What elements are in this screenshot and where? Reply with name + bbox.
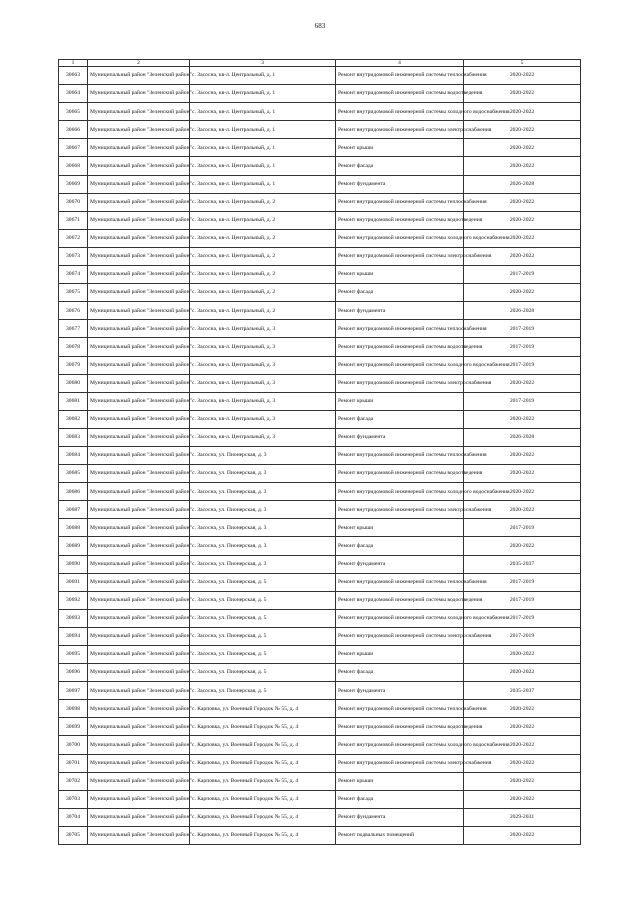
work-type-cell: Ремонт внутридомовой инженерной системы теплоснабжения: [336, 573, 464, 591]
row-id-cell: 30679: [59, 356, 88, 374]
address-cell: с. Засосна, ул. Пионерская, д. 3: [190, 483, 336, 501]
address-cell: с. Засосна, кв-л. Центральный, д. 1: [190, 85, 336, 103]
row-id-cell: 30681: [59, 392, 88, 410]
table-row: [59, 573, 581, 591]
row-id-cell: 30664: [59, 85, 88, 103]
table-row: [59, 410, 581, 428]
period-cell: 2029-2031: [464, 808, 581, 826]
address-cell: с. Карповка, ул. Военный Городок № 55, д. 4: [190, 790, 336, 808]
district-cell: Муниципальный район "Зеленский район": [88, 736, 190, 754]
table-row: [59, 483, 581, 501]
row-id-cell: 30701: [59, 754, 88, 772]
row-id-cell: 30694: [59, 627, 88, 645]
period-cell: 2017-2019: [464, 573, 581, 591]
table-row: [59, 718, 581, 736]
district-cell: Муниципальный район "Зеленский район": [88, 284, 190, 302]
row-id-cell: 30673: [59, 247, 88, 265]
table-row: [59, 85, 581, 103]
work-type-cell: Ремонт внутридомовой инженерной системы холодного водоснабжения: [336, 356, 464, 374]
work-type-cell: Ремонт внутридомовой инженерной системы электроснабжения: [336, 247, 464, 265]
period-cell: 2020-2022: [464, 646, 581, 664]
period-cell: 2035-2037: [464, 682, 581, 700]
table-row: [59, 374, 581, 392]
district-cell: Муниципальный район "Зеленский район": [88, 627, 190, 645]
work-type-cell: Ремонт внутридомовой инженерной системы водоотведения: [336, 338, 464, 356]
work-type-cell: Ремонт фундамента: [336, 175, 464, 193]
row-id-cell: 30678: [59, 338, 88, 356]
address-cell: с. Засосна, ул. Пионерская, д. 3: [190, 519, 336, 537]
period-cell: 2020-2022: [464, 501, 581, 519]
district-cell: Муниципальный район "Зеленский район": [88, 826, 190, 844]
period-cell: 2020-2022: [464, 410, 581, 428]
district-cell: Муниципальный район "Зеленский район": [88, 609, 190, 627]
work-type-cell: Ремонт крыши: [336, 646, 464, 664]
work-type-cell: Ремонт крыши: [336, 392, 464, 410]
period-cell: 2017-2019: [464, 320, 581, 338]
table-row: [59, 428, 581, 446]
work-type-cell: Ремонт крыши: [336, 519, 464, 537]
period-cell: 2020-2022: [464, 121, 581, 139]
work-type-cell: Ремонт внутридомовой инженерной системы электроснабжения: [336, 501, 464, 519]
table-row: [59, 338, 581, 356]
row-id-cell: 30668: [59, 157, 88, 175]
work-type-cell: Ремонт фундамента: [336, 302, 464, 320]
table-row: [59, 284, 581, 302]
address-cell: с. Засосна, кв-л. Центральный, д. 3: [190, 374, 336, 392]
row-id-cell: 30685: [59, 465, 88, 483]
district-cell: Муниципальный район "Зеленский район": [88, 519, 190, 537]
period-cell: 2020-2022: [464, 483, 581, 501]
address-cell: с. Карповка, ул. Военный Городок № 55, д. 4: [190, 826, 336, 844]
district-cell: Муниципальный район "Зеленский район": [88, 664, 190, 682]
work-type-cell: Ремонт внутридомовой инженерной системы водоотведения: [336, 591, 464, 609]
district-cell: Муниципальный район "Зеленский район": [88, 266, 190, 284]
district-cell: Муниципальный район "Зеленский район": [88, 591, 190, 609]
period-cell: 2020-2022: [464, 157, 581, 175]
table-row: [59, 121, 581, 139]
column-header: 4: [336, 60, 464, 67]
table-row: [59, 664, 581, 682]
district-cell: Муниципальный район "Зеленский район": [88, 193, 190, 211]
district-cell: Муниципальный район "Зеленский район": [88, 374, 190, 392]
period-cell: 2020-2022: [464, 736, 581, 754]
address-cell: с. Засосна, ул. Пионерская, д. 3: [190, 537, 336, 555]
district-cell: Муниципальный район "Зеленский район": [88, 392, 190, 410]
table-row: [59, 826, 581, 844]
column-header: 2: [88, 60, 190, 67]
row-id-cell: 30697: [59, 682, 88, 700]
work-type-cell: Ремонт внутридомовой инженерной системы электроснабжения: [336, 754, 464, 772]
table-row: [59, 266, 581, 284]
work-type-cell: Ремонт внутридомовой инженерной системы водоотведения: [336, 85, 464, 103]
address-cell: с. Засосна, кв-л. Центральный, д. 1: [190, 175, 336, 193]
period-cell: 2020-2022: [464, 103, 581, 121]
district-cell: Муниципальный район "Зеленский район": [88, 483, 190, 501]
table-row: [59, 736, 581, 754]
period-cell: 2026-2028: [464, 428, 581, 446]
address-cell: с. Засосна, ул. Пионерская, д. 5: [190, 664, 336, 682]
period-cell: 2020-2022: [464, 537, 581, 555]
column-header: 1: [59, 60, 88, 67]
work-type-cell: Ремонт крыши: [336, 139, 464, 157]
row-id-cell: 30699: [59, 718, 88, 736]
address-cell: с. Карповка, ул. Военный Городок № 55, д. 4: [190, 808, 336, 826]
address-cell: с. Засосна, кв-л. Центральный, д. 3: [190, 392, 336, 410]
work-type-cell: Ремонт внутридомовой инженерной системы электроснабжения: [336, 374, 464, 392]
period-cell: 2020-2022: [464, 211, 581, 229]
district-cell: Муниципальный район "Зеленский район": [88, 808, 190, 826]
table-row: [59, 700, 581, 718]
period-cell: 2020-2022: [464, 718, 581, 736]
table-body: [59, 67, 581, 845]
row-id-cell: 30688: [59, 519, 88, 537]
district-cell: Муниципальный район "Зеленский район": [88, 573, 190, 591]
address-cell: с. Засосна, кв-л. Центральный, д. 3: [190, 338, 336, 356]
work-type-cell: Ремонт фундамента: [336, 555, 464, 573]
period-cell: 2020-2022: [464, 139, 581, 157]
district-cell: Муниципальный район "Зеленский район": [88, 428, 190, 446]
table-row: [59, 790, 581, 808]
row-id-cell: 30695: [59, 646, 88, 664]
address-cell: с. Засосна, кв-л. Центральный, д. 1: [190, 121, 336, 139]
address-cell: с. Засосна, кв-л. Центральный, д. 3: [190, 410, 336, 428]
work-type-cell: Ремонт внутридомовой инженерной системы теплоснабжения: [336, 193, 464, 211]
column-header: 5: [464, 60, 581, 67]
period-cell: 2017-2019: [464, 338, 581, 356]
table-row: [59, 627, 581, 645]
address-cell: с. Засосна, кв-л. Центральный, д. 2: [190, 302, 336, 320]
period-cell: 2017-2019: [464, 627, 581, 645]
table-row: [59, 501, 581, 519]
address-cell: с. Засосна, ул. Пионерская, д. 5: [190, 646, 336, 664]
period-cell: 2020-2022: [464, 465, 581, 483]
table-row: [59, 157, 581, 175]
row-id-cell: 30675: [59, 284, 88, 302]
row-id-cell: 30693: [59, 609, 88, 627]
row-id-cell: 30696: [59, 664, 88, 682]
row-id-cell: 30686: [59, 483, 88, 501]
period-cell: 2020-2022: [464, 754, 581, 772]
table-row: [59, 229, 581, 247]
address-cell: с. Засосна, кв-л. Центральный, д. 2: [190, 193, 336, 211]
district-cell: Муниципальный район "Зеленский район": [88, 537, 190, 555]
row-id-cell: 30702: [59, 772, 88, 790]
table-row: [59, 555, 581, 573]
period-cell: 2020-2022: [464, 700, 581, 718]
address-cell: с. Засосна, кв-л. Центральный, д. 1: [190, 139, 336, 157]
address-cell: с. Засосна, ул. Пионерская, д. 3: [190, 555, 336, 573]
row-id-cell: 30684: [59, 446, 88, 464]
district-cell: Муниципальный район "Зеленский район": [88, 754, 190, 772]
district-cell: Муниципальный район "Зеленский район": [88, 67, 190, 85]
period-cell: 2020-2022: [464, 826, 581, 844]
table-row: [59, 247, 581, 265]
row-id-cell: 30683: [59, 428, 88, 446]
period-cell: 2020-2022: [464, 284, 581, 302]
district-cell: Муниципальный район "Зеленский район": [88, 646, 190, 664]
address-cell: с. Засосна, кв-л. Центральный, д. 2: [190, 229, 336, 247]
table-row: [59, 175, 581, 193]
row-id-cell: 30677: [59, 320, 88, 338]
period-cell: 2017-2019: [464, 519, 581, 537]
period-cell: 2020-2022: [464, 193, 581, 211]
table-row: [59, 808, 581, 826]
period-cell: 2017-2019: [464, 609, 581, 627]
row-id-cell: 30698: [59, 700, 88, 718]
work-type-cell: Ремонт внутридомовой инженерной системы холодного водоснабжения: [336, 483, 464, 501]
district-cell: Муниципальный район "Зеленский район": [88, 410, 190, 428]
work-type-cell: Ремонт крыши: [336, 772, 464, 790]
period-cell: 2020-2022: [464, 772, 581, 790]
row-id-cell: 30690: [59, 555, 88, 573]
table-row: [59, 320, 581, 338]
period-cell: 2035-2037: [464, 555, 581, 573]
work-type-cell: Ремонт внутридомовой инженерной системы электроснабжения: [336, 627, 464, 645]
district-cell: Муниципальный район "Зеленский район": [88, 700, 190, 718]
address-cell: с. Карповка, ул. Военный Городок № 55, д. 4: [190, 772, 336, 790]
period-cell: 2020-2022: [464, 446, 581, 464]
row-id-cell: 30674: [59, 266, 88, 284]
address-cell: с. Засосна, кв-л. Центральный, д. 2: [190, 266, 336, 284]
period-cell: 2020-2022: [464, 374, 581, 392]
address-cell: с. Засосна, ул. Пионерская, д. 3: [190, 446, 336, 464]
period-cell: 2020-2022: [464, 85, 581, 103]
period-cell: 2026-2028: [464, 302, 581, 320]
address-cell: с. Засосна, кв-л. Центральный, д. 3: [190, 356, 336, 374]
work-type-cell: Ремонт внутридомовой инженерной системы холодного водоснабжения: [336, 229, 464, 247]
address-cell: с. Карповка, ул. Военный Городок № 55, д. 4: [190, 736, 336, 754]
work-type-cell: Ремонт фундамента: [336, 808, 464, 826]
address-cell: с. Карповка, ул. Военный Городок № 55, д. 4: [190, 700, 336, 718]
period-cell: 2020-2022: [464, 664, 581, 682]
address-cell: с. Засосна, ул. Пионерская, д. 3: [190, 501, 336, 519]
work-type-cell: Ремонт внутридомовой инженерной системы холодного водоснабжения: [336, 736, 464, 754]
address-cell: с. Засосна, ул. Пионерская, д. 5: [190, 682, 336, 700]
row-id-cell: 30669: [59, 175, 88, 193]
table-row: [59, 646, 581, 664]
row-id-cell: 30704: [59, 808, 88, 826]
work-type-cell: Ремонт внутридомовой инженерной системы теплоснабжения: [336, 320, 464, 338]
register-table: [58, 59, 581, 845]
period-cell: 2017-2019: [464, 392, 581, 410]
address-cell: с. Засосна, кв-л. Центральный, д. 2: [190, 247, 336, 265]
table-row: [59, 356, 581, 374]
district-cell: Муниципальный район "Зеленский район": [88, 338, 190, 356]
row-id-cell: 30680: [59, 374, 88, 392]
district-cell: Муниципальный район "Зеленский район": [88, 103, 190, 121]
table-row: [59, 609, 581, 627]
table-row: [59, 392, 581, 410]
row-id-cell: 30689: [59, 537, 88, 555]
row-id-cell: 30672: [59, 229, 88, 247]
district-cell: Муниципальный район "Зеленский район": [88, 121, 190, 139]
district-cell: Муниципальный район "Зеленский район": [88, 790, 190, 808]
address-cell: с. Засосна, кв-л. Центральный, д. 1: [190, 157, 336, 175]
work-type-cell: Ремонт внутридомовой инженерной системы теплоснабжения: [336, 67, 464, 85]
work-type-cell: Ремонт фасада: [336, 664, 464, 682]
district-cell: Муниципальный район "Зеленский район": [88, 320, 190, 338]
address-cell: с. Засосна, кв-л. Центральный, д. 2: [190, 284, 336, 302]
work-type-cell: Ремонт фасада: [336, 157, 464, 175]
period-cell: 2020-2022: [464, 229, 581, 247]
table-row: [59, 193, 581, 211]
district-cell: Муниципальный район "Зеленский район": [88, 718, 190, 736]
work-type-cell: Ремонт фундамента: [336, 428, 464, 446]
address-cell: с. Засосна, кв-л. Центральный, д. 1: [190, 103, 336, 121]
district-cell: Муниципальный район "Зеленский район": [88, 501, 190, 519]
table-row: [59, 519, 581, 537]
table-row: [59, 682, 581, 700]
district-cell: Муниципальный район "Зеленский район": [88, 85, 190, 103]
work-type-cell: Ремонт внутридомовой инженерной системы теплоснабжения: [336, 700, 464, 718]
row-id-cell: 30700: [59, 736, 88, 754]
address-cell: с. Засосна, ул. Пионерская, д. 5: [190, 591, 336, 609]
row-id-cell: 30692: [59, 591, 88, 609]
table-row: [59, 302, 581, 320]
row-id-cell: 30703: [59, 790, 88, 808]
table-row: [59, 465, 581, 483]
period-cell: 2020-2022: [464, 790, 581, 808]
address-cell: с. Засосна, ул. Пионерская, д. 5: [190, 609, 336, 627]
district-cell: Муниципальный район "Зеленский район": [88, 175, 190, 193]
address-cell: с. Засосна, кв-л. Центральный, д. 3: [190, 428, 336, 446]
row-id-cell: 30705: [59, 826, 88, 844]
work-type-cell: Ремонт фасада: [336, 284, 464, 302]
row-id-cell: 30687: [59, 501, 88, 519]
work-type-cell: Ремонт внутридомовой инженерной системы теплоснабжения: [336, 446, 464, 464]
column-header: 3: [190, 60, 336, 67]
period-cell: 2020-2022: [464, 247, 581, 265]
row-id-cell: 30670: [59, 193, 88, 211]
row-id-cell: 30676: [59, 302, 88, 320]
district-cell: Муниципальный район "Зеленский район": [88, 229, 190, 247]
address-cell: с. Карповка, ул. Военный Городок № 55, д. 4: [190, 754, 336, 772]
district-cell: Муниципальный район "Зеленский район": [88, 772, 190, 790]
address-cell: с. Карповка, ул. Военный Городок № 55, д. 4: [190, 718, 336, 736]
table-row: [59, 754, 581, 772]
work-type-cell: Ремонт фасада: [336, 790, 464, 808]
period-cell: 2026-2028: [464, 175, 581, 193]
work-type-cell: Ремонт крыши: [336, 266, 464, 284]
district-cell: Муниципальный район "Зеленский район": [88, 682, 190, 700]
row-id-cell: 30671: [59, 211, 88, 229]
row-id-cell: 30665: [59, 103, 88, 121]
district-cell: Муниципальный район "Зеленский район": [88, 465, 190, 483]
district-cell: Муниципальный район "Зеленский район": [88, 555, 190, 573]
table-row: [59, 772, 581, 790]
table-row: [59, 446, 581, 464]
address-cell: с. Засосна, кв-л. Центральный, д. 2: [190, 211, 336, 229]
row-id-cell: 30663: [59, 67, 88, 85]
work-type-cell: Ремонт внутридомовой инженерной системы водоотведения: [336, 465, 464, 483]
address-cell: с. Засосна, ул. Пионерская, д. 5: [190, 627, 336, 645]
page-number: 683: [314, 22, 326, 30]
district-cell: Муниципальный район "Зеленский район": [88, 247, 190, 265]
work-type-cell: Ремонт фундамента: [336, 682, 464, 700]
work-type-cell: Ремонт внутридомовой инженерной системы электроснабжения: [336, 121, 464, 139]
work-type-cell: Ремонт фасада: [336, 410, 464, 428]
table-row: [59, 139, 581, 157]
row-id-cell: 30667: [59, 139, 88, 157]
table-row: [59, 537, 581, 555]
district-cell: Муниципальный район "Зеленский район": [88, 302, 190, 320]
district-cell: Муниципальный район "Зеленский район": [88, 139, 190, 157]
period-cell: 2017-2019: [464, 356, 581, 374]
row-id-cell: 30682: [59, 410, 88, 428]
table-row: [59, 103, 581, 121]
period-cell: 2017-2019: [464, 266, 581, 284]
work-type-cell: Ремонт внутридомовой инженерной системы водоотведения: [336, 718, 464, 736]
table-header: [59, 60, 581, 67]
row-id-cell: 30691: [59, 573, 88, 591]
address-cell: с. Засосна, ул. Пионерская, д. 3: [190, 465, 336, 483]
work-type-cell: Ремонт внутридомовой инженерной системы водоотведения: [336, 211, 464, 229]
work-type-cell: Ремонт внутридомовой инженерной системы холодного водоснабжения: [336, 103, 464, 121]
district-cell: Муниципальный район "Зеленский район": [88, 356, 190, 374]
table-row: [59, 211, 581, 229]
address-cell: с. Засосна, ул. Пионерская, д. 5: [190, 573, 336, 591]
header-row: [59, 60, 581, 67]
period-cell: 2017-2019: [464, 591, 581, 609]
work-type-cell: Ремонт внутридомовой инженерной системы холодного водоснабжения: [336, 609, 464, 627]
work-type-cell: Ремонт фасада: [336, 537, 464, 555]
row-id-cell: 30666: [59, 121, 88, 139]
district-cell: Муниципальный район "Зеленский район": [88, 211, 190, 229]
address-cell: с. Засосна, кв-л. Центральный, д. 3: [190, 320, 336, 338]
work-type-cell: Ремонт подвальных помещений: [336, 826, 464, 844]
period-cell: 2020-2022: [464, 67, 581, 85]
district-cell: Муниципальный район "Зеленский район": [88, 157, 190, 175]
table-row: [59, 67, 581, 85]
address-cell: с. Засосна, кв-л. Центральный, д. 1: [190, 67, 336, 85]
district-cell: Муниципальный район "Зеленский район": [88, 446, 190, 464]
table-row: [59, 591, 581, 609]
